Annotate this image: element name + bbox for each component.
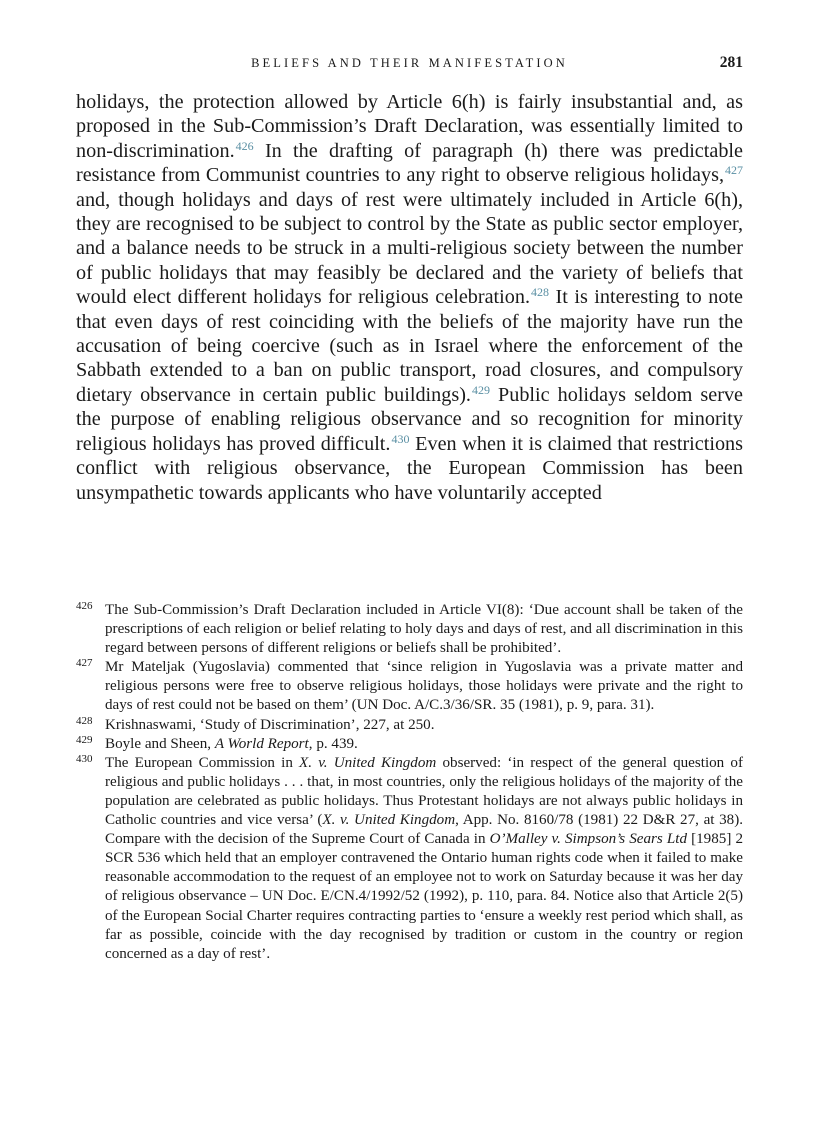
case-name: X. v. United Kingdom xyxy=(322,812,456,829)
footnote-ref-430[interactable]: 430 xyxy=(391,431,410,446)
case-name: O’Malley v. Simpson’s Sears Ltd xyxy=(489,831,687,848)
body-text-segment: It is interesting to note that even days of rest coinciding with the beliefs of the majority have run the accusation of being coercive (such as in Israel where the enforcement of the Sabbath extended to a ban on public transport, road closures, and compulsory dietary observance in certain public buildings). xyxy=(76,286,743,406)
body-text-segment: In the drafting of paragraph (h) there was predictable resistance from Communist countries to any right to observe religious holidays, xyxy=(76,139,743,187)
footnote-number: 430 xyxy=(76,752,93,765)
footnote-text: , App. No. 8160/78 (1981) 22 D&R 27, at 38). Compare with the decision of the Supreme Court of Canada in xyxy=(105,812,743,848)
footnote-text: , p. 439. xyxy=(308,735,358,752)
footnote-ref-428[interactable]: 428 xyxy=(531,285,550,300)
footnote-text: observed: ‘in respect of the general question of religious and public holidays . . . that, in most countries, only the religious holidays of the majority of the population are celebrated as public holidays. Thus Protestant holidays are not always public holidays in Catholic countries and vice versa’ ( xyxy=(105,754,743,829)
body-text-segment: holidays, the protection allowed by Article 6(h) is fairly insubstantial and, as proposed in the Sub-Commission’s Draft Declaration, was essentially limited to non-discrimination. xyxy=(76,91,743,162)
footnote-number: 426 xyxy=(76,600,93,612)
body-text-segment: Even when it is claimed that restrictions conflict with religious observance, the European Commission has been unsympathetic towards applicants who have voluntarily accepted xyxy=(76,432,743,504)
footnote-text: The Sub-Commission’s Draft Declaration included in Article VI(8): ‘Due account shall be taken of the prescriptions of each religion or belief relating to holy days and days of rest, and all discrimination in this regard between persons of different religions or beliefs shall be prohibited’. xyxy=(105,602,743,657)
case-name: X. v. United Kingdom xyxy=(299,754,437,771)
body-paragraph xyxy=(76,90,743,505)
body-text-segment: Public holidays seldom serve the purpose of enabling religious observance and so recognition for minority religious holidays has proved difficult. xyxy=(76,383,743,455)
page-number: 281 xyxy=(719,54,743,71)
running-head: BELIEFS AND THEIR MANIFESTATION xyxy=(251,56,568,70)
footnote-text: The European Commission in xyxy=(105,754,300,771)
footnote-text: Krishnaswami, ‘Study of Discrimination’, 227, at 250. xyxy=(105,716,435,733)
footnote-ref-429[interactable]: 429 xyxy=(471,382,490,397)
footnote-text: [1985] 2 SCR 536 which held that an employer contravened the Ontario human rights code when it failed to make reasonable accommodation to the request of an employee not to work on Saturday because it was her day of religious observance – UN Doc. E/CN.4/1992/52 (1992), p. 110, para. 84. Notice also that Article 2(5) of the European Social Charter requires contracting parties to ‘ensure a weekly rest period which shall, as far as possible, coincide with the day recognised by tradition or custom in the country or region concerned as a day of rest’. xyxy=(105,831,743,962)
footnote-number: 429 xyxy=(76,733,93,746)
footnote-ref-427[interactable]: 427 xyxy=(725,163,743,178)
footnote-text: Boyle and Sheen, xyxy=(105,735,215,752)
book-title: A World Report xyxy=(214,735,309,752)
footnotes xyxy=(76,601,743,964)
footnote-number: 427 xyxy=(76,657,93,670)
footnote-428 xyxy=(76,716,743,735)
footnote-number: 428 xyxy=(76,714,93,727)
footnote-429 xyxy=(76,735,743,754)
page-header xyxy=(76,54,743,74)
footnote-426 xyxy=(76,601,743,658)
body-text-segment: and, though holidays and days of rest were ultimately included in Article 6(h), they are recognised to be subject to control by the State as public sector employer, and a balance needs to be struck in a multi-religious society between the number of public holidays that may feasibly be declared and the variety of beliefs that would elect different holidays for religious celebration. xyxy=(76,188,743,309)
footnote-430 xyxy=(76,754,743,964)
footnote-ref-426[interactable]: 426 xyxy=(235,138,254,153)
footnote-427 xyxy=(76,658,743,715)
footnote-text: Mr Mateljak (Yugoslavia) commented that ‘since religion in Yugoslavia was a private matter and religious persons were free to observe religious holidays, those holidays were private and the right to days of rest could not be based on them’ (UN Doc. A/C.3/36/SR. 35 (1981), p. 9, para. 31). xyxy=(105,659,743,714)
